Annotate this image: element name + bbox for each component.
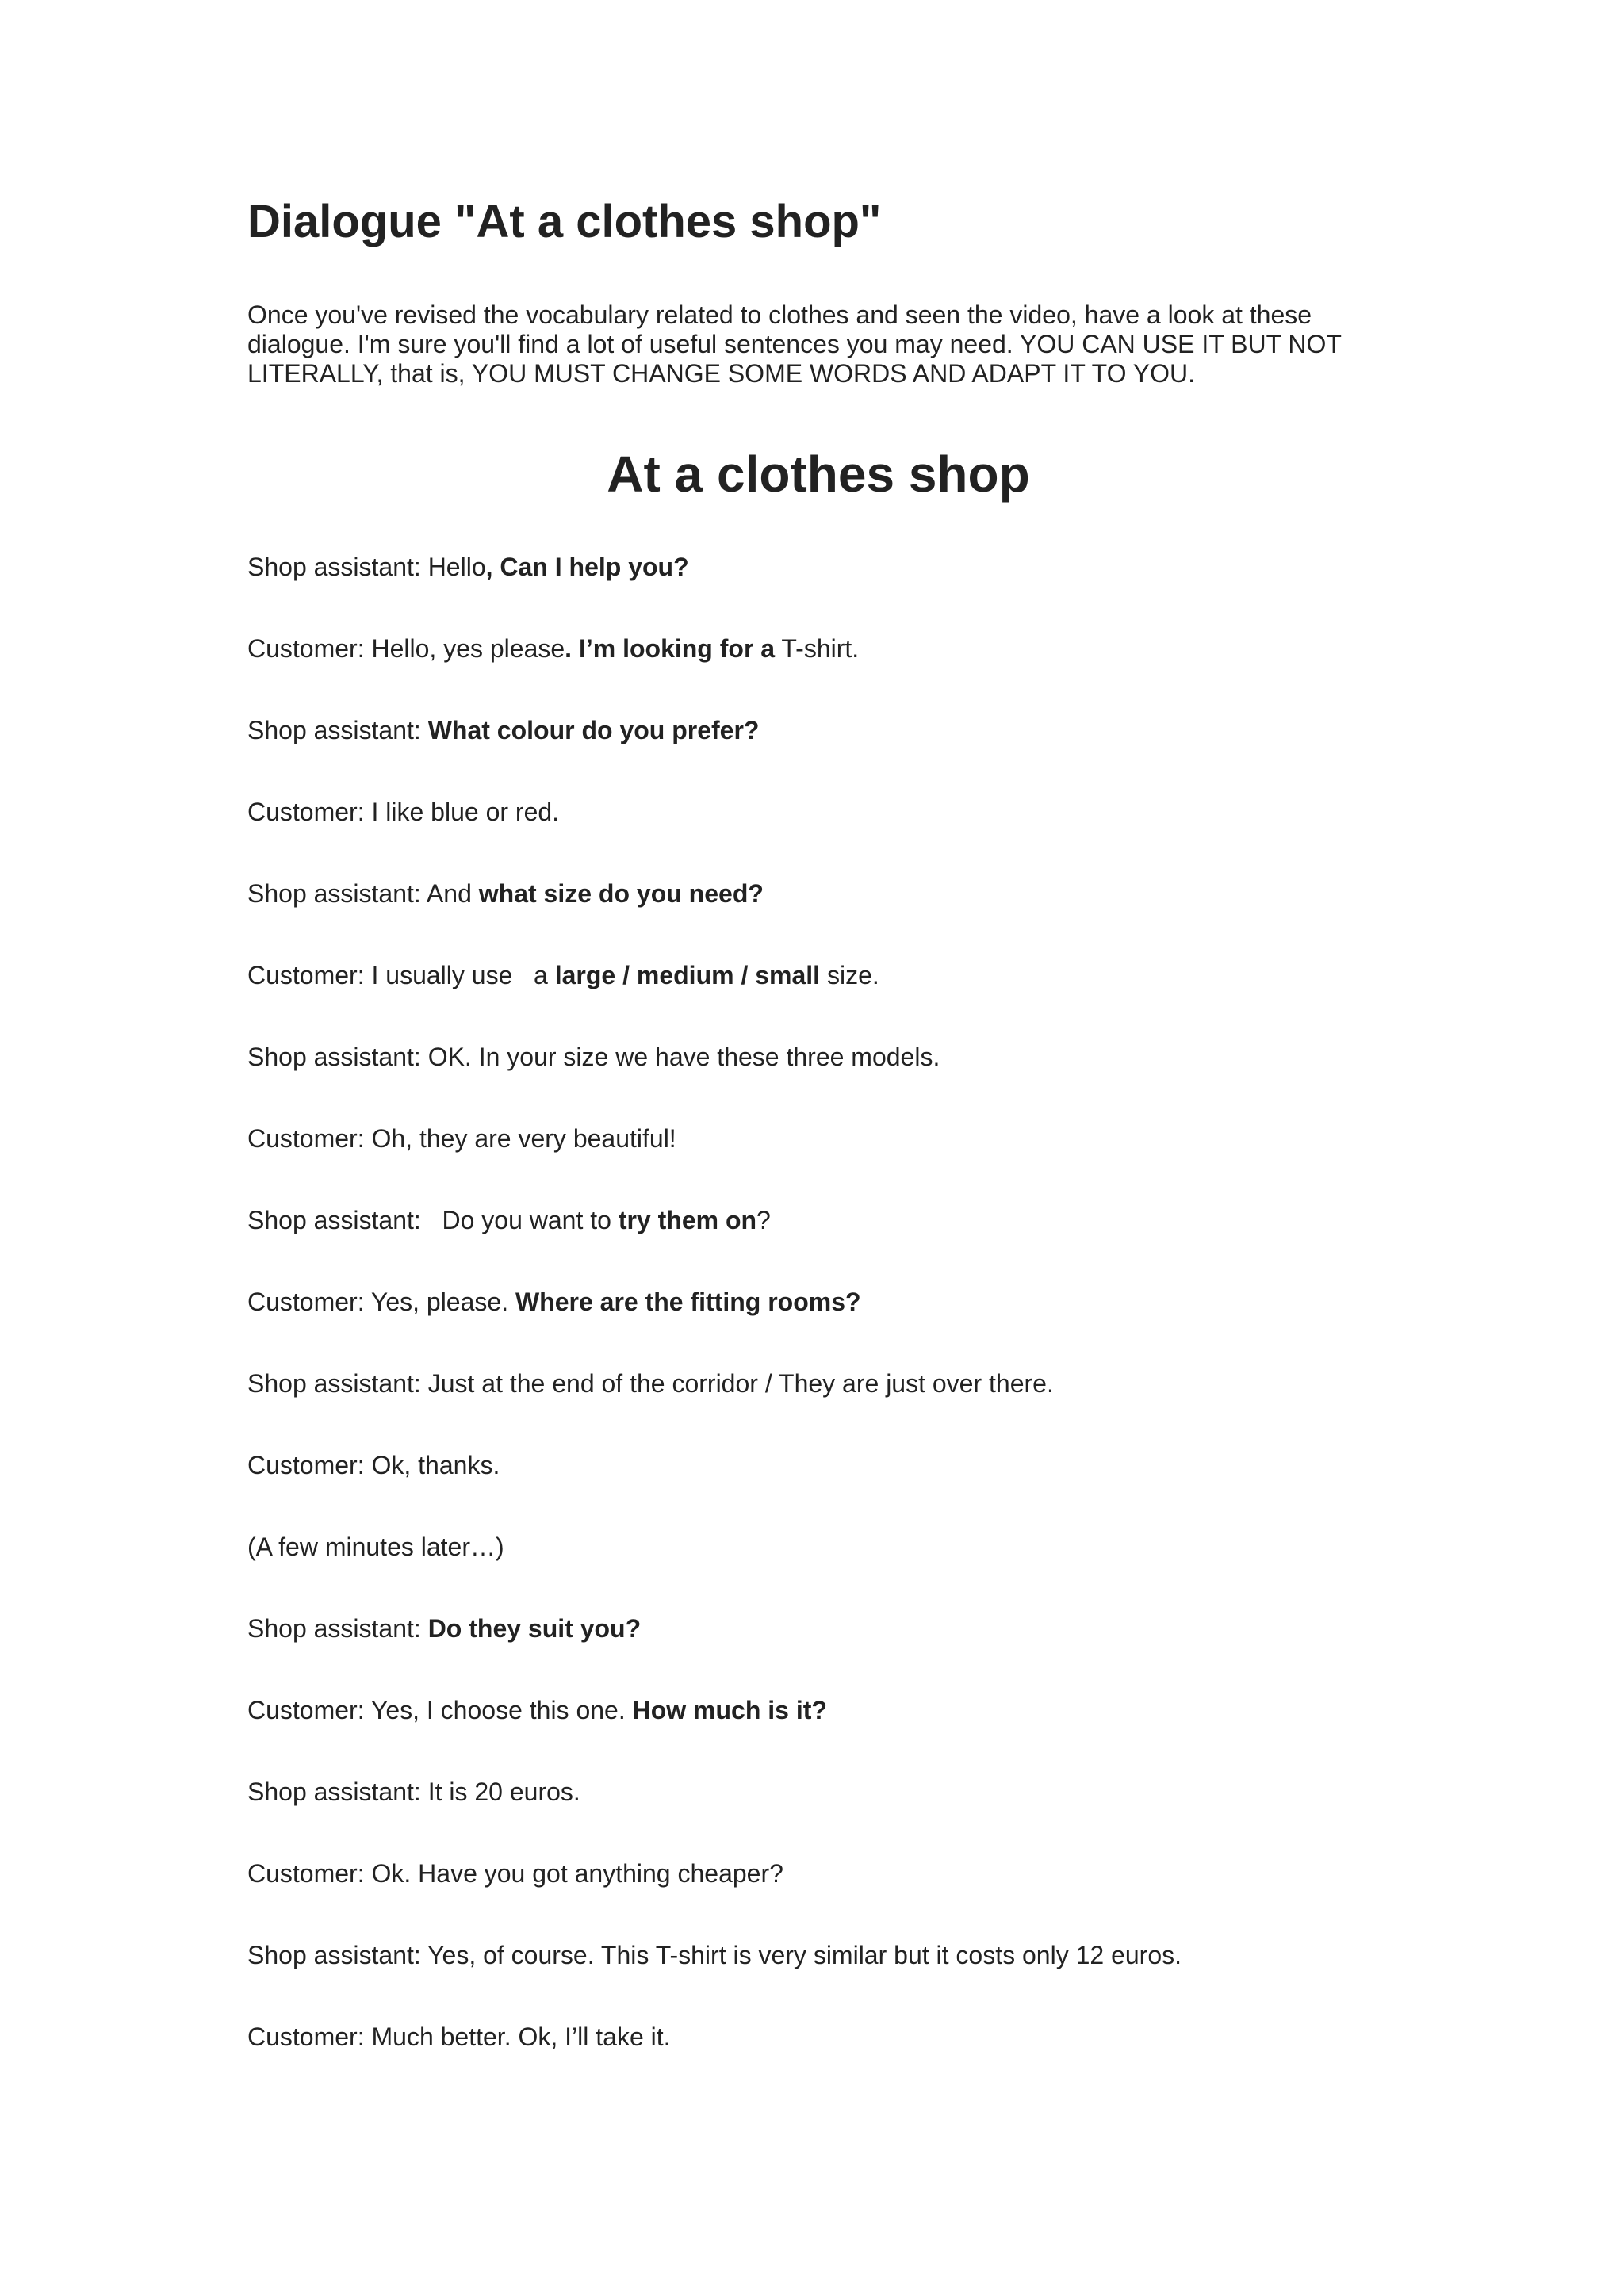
dialogue-line bbox=[247, 1364, 1389, 1445]
dialogue-text: Shop assistant: And bbox=[247, 879, 479, 908]
dialogue-line bbox=[247, 1609, 1389, 1690]
dialogue-line bbox=[247, 1282, 1389, 1364]
dialogue-line bbox=[247, 1119, 1389, 1200]
dialogue-line bbox=[247, 1854, 1389, 1935]
dialogue-phrase-bold: try them on bbox=[618, 1206, 757, 1234]
dialogue-text: size. bbox=[820, 961, 879, 989]
dialogue-line bbox=[247, 629, 1389, 710]
dialogue-line bbox=[247, 547, 1389, 629]
dialogue-phrase-bold: large / medium / small bbox=[554, 961, 821, 989]
section-title: At a clothes shop bbox=[607, 446, 1030, 503]
dialogue-text: (A few minutes later…) bbox=[247, 1533, 504, 1561]
dialogue-line bbox=[247, 874, 1389, 955]
dialogue-line bbox=[247, 1445, 1389, 1527]
dialogue-text: Shop assistant: Do you want to bbox=[247, 1206, 619, 1234]
dialogue-phrase-bold: Where are the fitting rooms? bbox=[515, 1288, 861, 1316]
dialogue-text: Shop assistant: bbox=[247, 1614, 428, 1643]
dialogue-line bbox=[247, 955, 1389, 1037]
dialogue-text: Shop assistant: bbox=[247, 716, 428, 744]
dialogue-text: Shop assistant: OK. In your size we have these three models. bbox=[247, 1043, 940, 1071]
dialogue-line bbox=[247, 1935, 1389, 2017]
document-title: Dialogue "At a clothes shop" bbox=[247, 196, 882, 247]
dialogue-phrase-bold: How much is it? bbox=[632, 1696, 827, 1724]
dialogue-line bbox=[247, 1527, 1389, 1609]
dialogue-phrase-bold: . I’m looking for a bbox=[565, 634, 776, 663]
dialogue-text: Customer: Oh, they are very beautiful! bbox=[247, 1124, 676, 1153]
dialogue-text: Customer: Much better. Ok, I’ll take it. bbox=[247, 2022, 671, 2051]
dialogue-text: Shop assistant: It is 20 euros. bbox=[247, 1777, 580, 1806]
intro-paragraph: Once you've revised the vocabulary related to clothes and seen the video, have a look at these dialogue. I'm sure you'll find a lot of useful sentences you may need. YOU CAN USE IT BUT NOT LITERALLY, that is, YOU MUST CHANGE SOME WORDS AND ADAPT IT TO YOU. bbox=[247, 300, 1342, 388]
dialogue-line bbox=[247, 1037, 1389, 1119]
dialogue-line bbox=[247, 792, 1389, 874]
dialogue-text: Customer: Ok, thanks. bbox=[247, 1451, 500, 1479]
dialogue-line bbox=[247, 1200, 1389, 1282]
dialogue-text: Customer: Yes, I choose this one. bbox=[247, 1696, 633, 1724]
dialogue-text: Customer: I usually use a bbox=[247, 961, 555, 989]
dialogue-text: Shop assistant: Just at the end of the corridor / They are just over there. bbox=[247, 1369, 1054, 1398]
dialogue-line bbox=[247, 1772, 1389, 1854]
dialogue-text: Shop assistant: Yes, of course. This T-shirt is very similar but it costs only 12 euros. bbox=[247, 1941, 1182, 1969]
dialogue-text: Customer: Hello, yes please bbox=[247, 634, 565, 663]
dialogue-list bbox=[247, 547, 1389, 2099]
dialogue-line bbox=[247, 1690, 1389, 1772]
dialogue-text: Customer: Ok. Have you got anything cheaper? bbox=[247, 1859, 783, 1888]
dialogue-text: T-shirt. bbox=[775, 634, 860, 663]
dialogue-phrase-bold: , Can I help you? bbox=[485, 553, 689, 581]
dialogue-text: Customer: Yes, please. bbox=[247, 1288, 515, 1316]
dialogue-line bbox=[247, 710, 1389, 792]
dialogue-phrase-bold: what size do you need? bbox=[478, 879, 764, 908]
dialogue-phrase-bold: What colour do you prefer? bbox=[427, 716, 760, 744]
dialogue-line bbox=[247, 2017, 1389, 2099]
dialogue-phrase-bold: Do they suit you? bbox=[427, 1614, 642, 1643]
dialogue-text: Customer: I like blue or red. bbox=[247, 798, 560, 826]
dialogue-text: Shop assistant: Hello bbox=[247, 553, 486, 581]
dialogue-text: ? bbox=[756, 1206, 771, 1234]
